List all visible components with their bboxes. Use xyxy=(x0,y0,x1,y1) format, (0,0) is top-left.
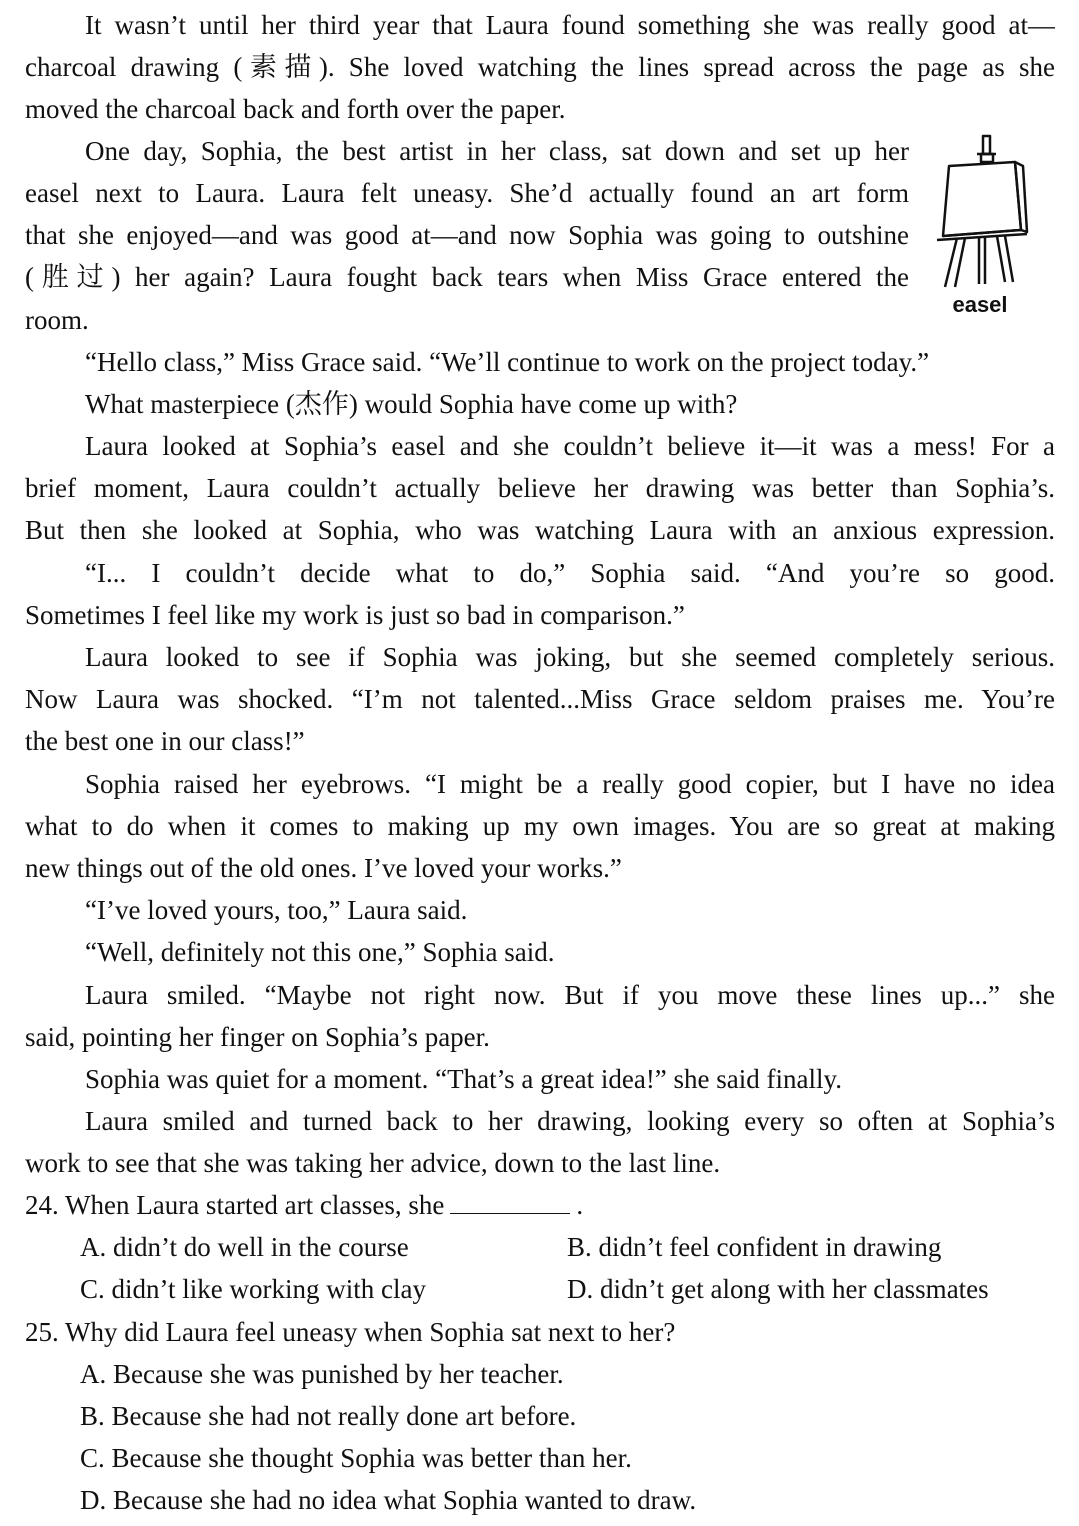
passage-line: moved the charcoal back and forth over the paper. xyxy=(25,94,566,124)
passage-line: Sometimes I feel like my work is just so bad in comparison.” xyxy=(25,600,685,630)
question-25-stem: 25. Why did Laura feel uneasy when Sophia sat next to her? xyxy=(25,1317,676,1347)
passage-line: the best one in our class!” xyxy=(25,726,305,756)
passage-line: Sophia raised her eyebrows. “I might be a really good copier, but I have no idea xyxy=(85,769,1055,799)
passage-line: Sophia was quiet for a moment. “That’s a great idea!” she said finally. xyxy=(85,1064,843,1094)
option-24-c: C. didn’t like working with clay xyxy=(80,1274,426,1304)
question-24-stem xyxy=(25,1184,1055,1226)
passage-line: that she enjoyed—and was good at—and now Sophia was going to outshine xyxy=(25,220,909,250)
passage-line: What masterpiece (杰作) would Sophia have come up with? xyxy=(85,389,738,419)
passage-line: “I... I couldn’t decide what to do,” Sophia said. “And you’re so good. xyxy=(85,558,1055,588)
question-24-text: 24. When Laura started art classes, she xyxy=(25,1190,445,1220)
question-24-end: . xyxy=(576,1190,584,1220)
passage-line: Laura looked to see if Sophia was joking, but she seemed completely serious. xyxy=(85,642,1055,672)
option-24-d: D. didn’t get along with her classmates xyxy=(567,1274,989,1304)
passage-line: “I’ve loved yours, too,” Laura said. xyxy=(85,895,468,925)
passage-line: “Hello class,” Miss Grace said. “We’ll continue to work on the project today.” xyxy=(85,347,930,377)
passage-line: “Well, definitely not this one,” Sophia said. xyxy=(85,937,555,967)
passage-line: Now Laura was shocked. “I’m not talented...Miss Grace seldom praises me. You’re xyxy=(25,684,1055,714)
passage-line: what to do when it comes to making up my own images. You are so great at making xyxy=(25,811,1055,841)
easel-caption: easel xyxy=(952,292,1008,317)
option-25-d: D. Because she had no idea what Sophia wanted to draw. xyxy=(80,1485,697,1515)
passage-line: It wasn’t until her third year that Laura found something she was really good at— xyxy=(85,10,1055,40)
option-25-b: B. Because she had not really done art before. xyxy=(80,1401,577,1431)
passage-line: charcoal drawing (素描). She loved watching the lines spread across the page as she xyxy=(25,52,1055,82)
passage-line: work to see that she was taking her advice, down to the last line. xyxy=(25,1148,721,1178)
passage-line: Laura smiled and turned back to her drawing, looking every so often at Sophia’s xyxy=(85,1106,1055,1136)
option-25-a: A. Because she was punished by her teacher. xyxy=(80,1359,564,1389)
option-24-a: A. didn’t do well in the course xyxy=(80,1232,409,1262)
passage-line: room. xyxy=(25,305,89,335)
passage-line: One day, Sophia, the best artist in her class, sat down and set up her xyxy=(85,136,909,166)
passage-line: Laura smiled. “Maybe not right now. But if you move these lines up...” she xyxy=(85,980,1055,1010)
passage-line: easel next to Laura. Laura felt uneasy. She’d actually found an art form xyxy=(25,178,909,208)
passage-line: said, pointing her finger on Sophia’s paper. xyxy=(25,1022,490,1052)
easel-icon xyxy=(935,132,1030,292)
option-25-c: C. Because she thought Sophia was better than her. xyxy=(80,1443,632,1473)
passage-line: But then she looked at Sophia, who was watching Laura with an anxious expression. xyxy=(25,515,1055,545)
answer-blank xyxy=(450,1187,570,1214)
passage-line: new things out of the old ones. I’ve loved your works.” xyxy=(25,853,622,883)
passage-line: brief moment, Laura couldn’t actually believe her drawing was better than Sophia’s. xyxy=(25,473,1055,503)
passage-line: Laura looked at Sophia’s easel and she couldn’t believe it—it was a mess! For a xyxy=(85,431,1055,461)
passage-line: (胜过) her again? Laura fought back tears when Miss Grace entered the xyxy=(25,262,909,292)
option-24-b: B. didn’t feel confident in drawing xyxy=(567,1232,942,1262)
